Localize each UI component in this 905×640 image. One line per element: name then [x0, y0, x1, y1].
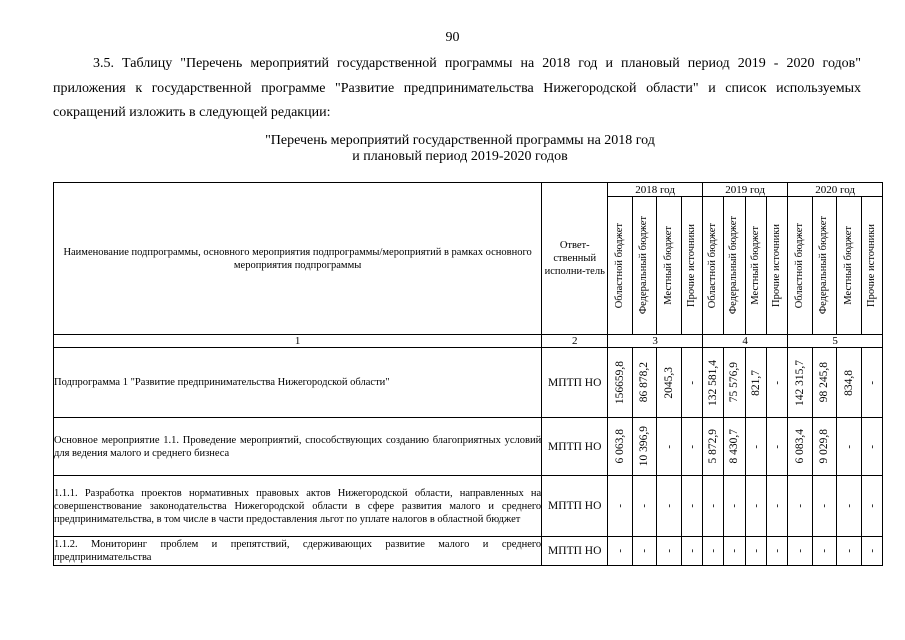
- table-cell: -: [724, 537, 745, 566]
- table-cell: 10 396,9: [632, 418, 656, 476]
- table-cell: -: [702, 476, 723, 537]
- table-cell: 6 063,8: [608, 418, 632, 476]
- header-source: Местный бюджет: [657, 197, 681, 335]
- table-cell: -: [657, 476, 681, 537]
- header-source: Федеральный бюджет: [632, 197, 656, 335]
- table-cell: -: [724, 476, 745, 537]
- table-cell: -: [681, 348, 702, 418]
- table-cell: -: [745, 476, 766, 537]
- table-cell: -: [681, 418, 702, 476]
- header-source: Областной бюджет: [702, 197, 723, 335]
- table-cell: -: [657, 537, 681, 566]
- table-cell: 86 878,2: [632, 348, 656, 418]
- table-cell: -: [861, 348, 883, 418]
- table-cell: 821,7: [745, 348, 766, 418]
- table-row-name: 1.1.1. Разработка проектов нормативных правовых актов Нижегородской области, направленных на совершенствование законодательства Нижегородской области в сфере развития малого и среднего предпринимательства, в том числе в части предоставления льгот по уплате налогов в областной бюджет: [54, 476, 542, 537]
- table-cell: -: [766, 537, 787, 566]
- table-cell: 5 872,9: [702, 418, 723, 476]
- table-cell: -: [608, 537, 632, 566]
- table-cell: 9 029,8: [812, 418, 836, 476]
- header-source: Областной бюджет: [788, 197, 812, 335]
- column-number: 3: [608, 335, 703, 348]
- table-cell: 6 083,4: [788, 418, 812, 476]
- table-cell: -: [837, 476, 861, 537]
- table-cell: -: [861, 418, 883, 476]
- header-source: Прочие источники: [681, 197, 702, 335]
- table-cell: -: [632, 537, 656, 566]
- table-cell: 75 576,9: [724, 348, 745, 418]
- table-row-name: Подпрограмма 1 "Развитие предпринимательства Нижегородской области": [54, 348, 542, 418]
- header-source: Областной бюджет: [608, 197, 632, 335]
- table-row-resp: МПТП НО: [542, 476, 608, 537]
- table-cell: -: [632, 476, 656, 537]
- table-cell: 132 581,4: [702, 348, 723, 418]
- header-source: Местный бюджет: [837, 197, 861, 335]
- table-title-line1: "Перечень мероприятий государственной программы на 2018 год: [265, 133, 655, 148]
- table-row-name: Основное мероприятие 1.1. Проведение мероприятий, способствующих созданию благоприятных условий для ведения малого и среднего бизнеса: [54, 418, 542, 476]
- table-cell: -: [657, 418, 681, 476]
- table-cell: -: [788, 537, 812, 566]
- header-name-col: Наименование подпрограммы, основного мероприятия подпрограммы/мероприятий в рамках основного мероприятия подпрограммы: [54, 183, 542, 335]
- table-title: [180, 133, 740, 165]
- table-cell: -: [837, 537, 861, 566]
- table-cell: 2045,3: [657, 348, 681, 418]
- header-year-2019: 2019 год: [702, 183, 787, 197]
- table-row-resp: МПТП НО: [542, 418, 608, 476]
- header-source: Прочие источники: [861, 197, 883, 335]
- table-cell: -: [861, 537, 883, 566]
- table-row-resp: МПТП НО: [542, 537, 608, 566]
- header-source: Прочие источники: [766, 197, 787, 335]
- column-number: 5: [788, 335, 883, 348]
- page-number: 90: [445, 30, 460, 45]
- intro-paragraph: 3.5. Таблицу "Перечень мероприятий государственной программы на 2018 год и плановый период 2019 - 2020 годов" приложения к государственной программе "Развитие предпринимательства Нижегородской области" и список используемых сокращений изложить в следующей редакции:: [53, 56, 861, 120]
- table-cell: -: [681, 476, 702, 537]
- header-resp-col: Ответ-ственный исполни-тель: [542, 183, 608, 335]
- table-row-resp: МПТП НО: [542, 348, 608, 418]
- table-cell: -: [766, 418, 787, 476]
- table-cell: -: [702, 537, 723, 566]
- table-cell: -: [788, 476, 812, 537]
- table-cell: -: [608, 476, 632, 537]
- table-cell: 8 430,7: [724, 418, 745, 476]
- table-cell: -: [681, 537, 702, 566]
- table-cell: 834,8: [837, 348, 861, 418]
- table-cell: -: [745, 537, 766, 566]
- table-cell: -: [861, 476, 883, 537]
- header-source: Федеральный бюджет: [724, 197, 745, 335]
- table-cell: -: [812, 476, 836, 537]
- table-cell: -: [766, 476, 787, 537]
- header-year-2020: 2020 год: [788, 183, 883, 197]
- table-cell: 156659,8: [608, 348, 632, 418]
- table-cell: 142 315,7: [788, 348, 812, 418]
- column-number: 2: [542, 335, 608, 348]
- table-title-line2: и плановый период 2019-2020 годов: [352, 149, 568, 164]
- table-cell: 98 245,8: [812, 348, 836, 418]
- events-table: [53, 182, 883, 566]
- header-source: Местный бюджет: [745, 197, 766, 335]
- header-year-2018: 2018 год: [608, 183, 703, 197]
- header-source: Федеральный бюджет: [812, 197, 836, 335]
- table-row-name: 1.1.2. Мониторинг проблем и препятствий, сдерживающих развитие малого и среднего предпринимательства: [54, 537, 542, 566]
- column-number: 1: [54, 335, 542, 348]
- column-number: 4: [702, 335, 787, 348]
- table-cell: -: [837, 418, 861, 476]
- table-cell: -: [766, 348, 787, 418]
- table-cell: -: [812, 537, 836, 566]
- table-cell: -: [745, 418, 766, 476]
